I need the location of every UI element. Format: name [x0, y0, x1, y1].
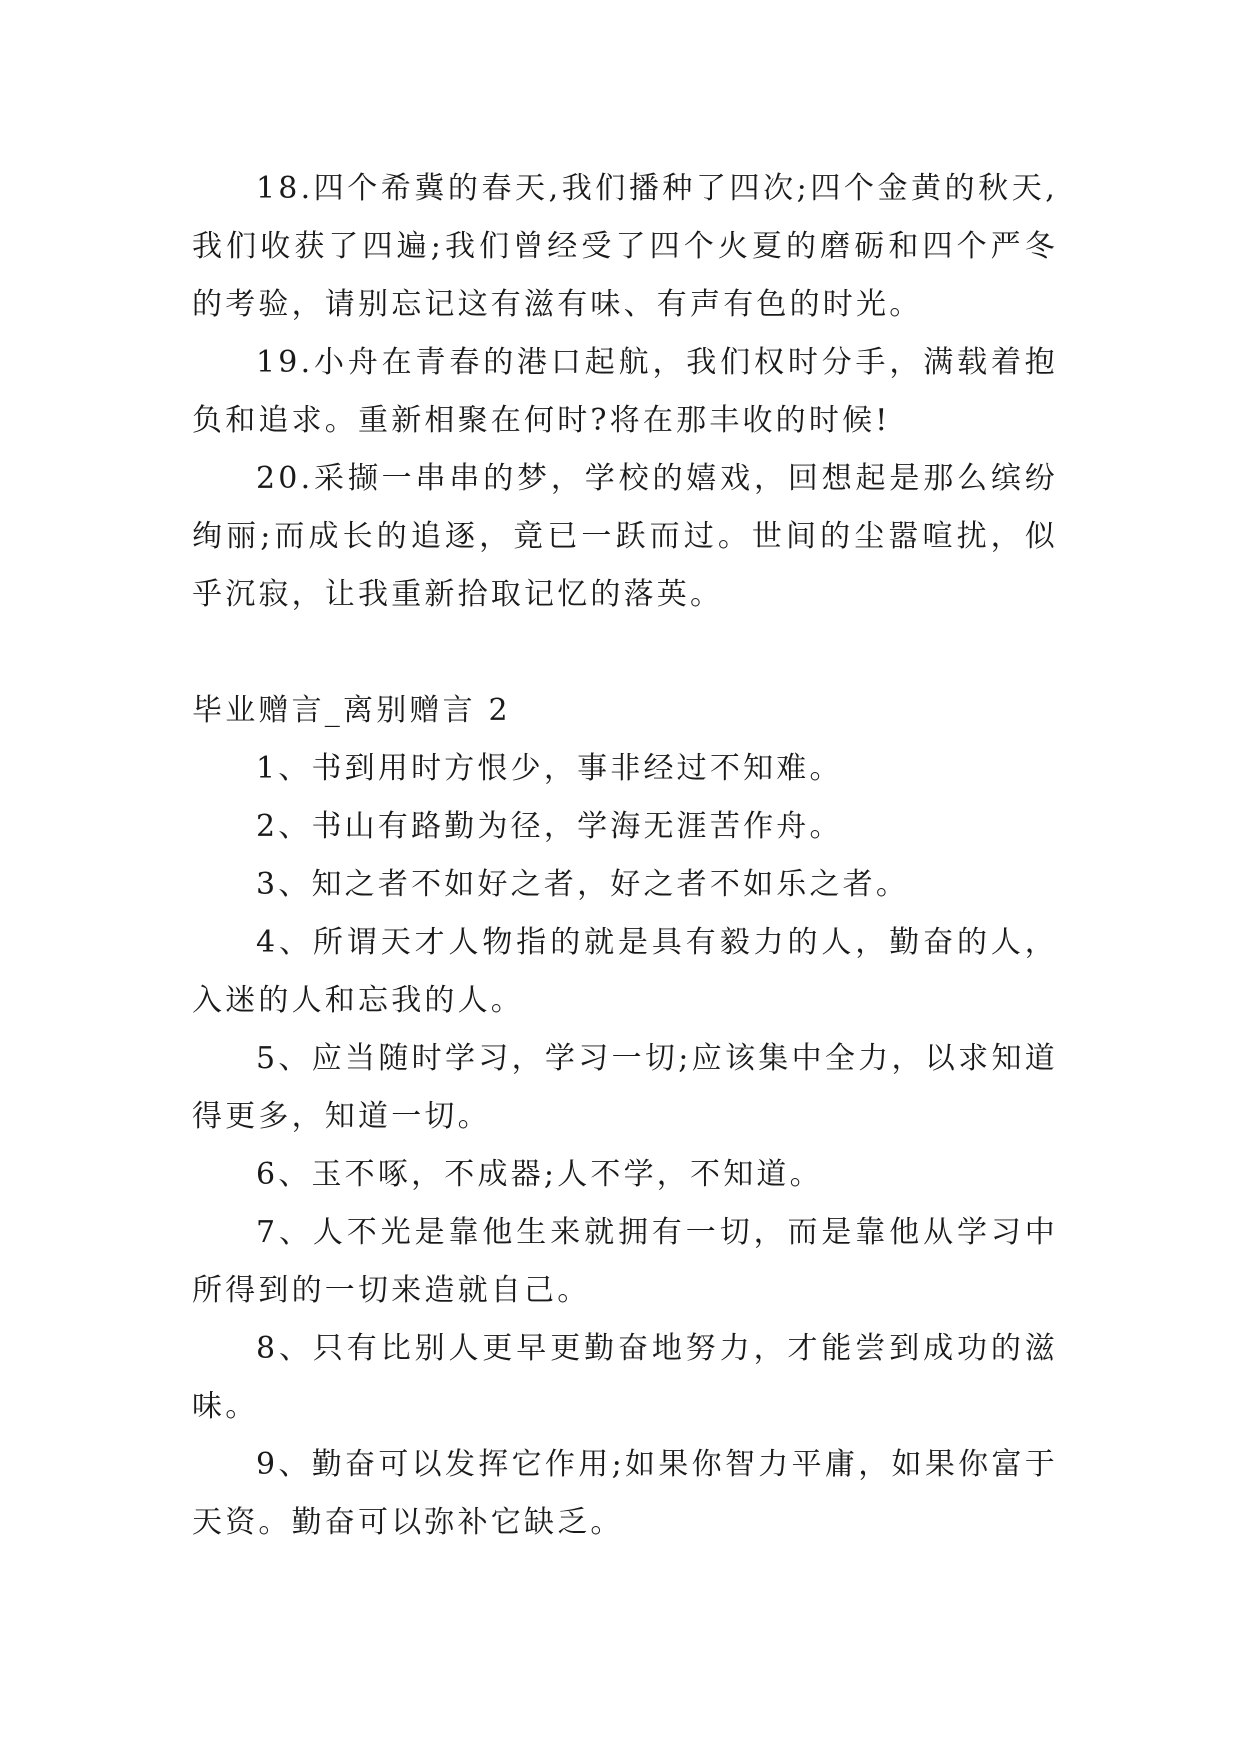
quote-paragraph-19: 19.小舟在青春的港口起航，我们权时分手，满载着抱负和追求。重新相聚在何时?将在那丰收的时候!: [192, 345, 1058, 438]
quote-item-3: 3、知之者不如好之者，好之者不如乐之者。: [256, 867, 910, 902]
section-quotes-list: [192, 740, 1058, 1552]
quote-item-4: 4、所谓天才人物指的就是具有毅力的人，勤奋的人，入迷的人和忘我的人。: [192, 925, 1058, 1018]
quote-item-8: 8、只有比别人更早更勤奋地努力，才能尝到成功的滋味。: [192, 1331, 1058, 1424]
quote-item-9: 9、勤奋可以发挥它作用;如果你智力平庸，如果你富于天资。勤奋可以弥补它缺乏。: [192, 1447, 1058, 1540]
quote-item-1: 1、书到用时方恨少，事非经过不知难。: [256, 751, 843, 786]
quote-item-6: 6、玉不啄，不成器;人不学，不知道。: [256, 1157, 823, 1192]
quote-item-2: 2、书山有路勤为径，学海无涯苦作舟。: [256, 809, 843, 844]
quote-paragraph-18: 18.四个希冀的春天,我们播种了四次;四个金黄的秋天,我们收获了四遍;我们曾经受了四个火夏的磨砺和四个严冬的考验，请别忘记这有滋有味、有声有色的时光。: [192, 171, 1058, 322]
document-page: [192, 160, 1058, 1552]
quote-item-7: 7、人不光是靠他生来就拥有一切，而是靠他从学习中所得到的一切来造就自己。: [192, 1215, 1058, 1308]
section-heading: 毕业赠言_离别赠言 2: [192, 693, 511, 728]
quote-item-5: 5、应当随时学习，学习一切;应该集中全力，以求知道得更多，知道一切。: [192, 1041, 1058, 1134]
section-previous-quotes: [192, 160, 1058, 624]
quote-paragraph-20: 20.采撷一串串的梦，学校的嬉戏，回想起是那么缤纷绚丽;而成长的追逐，竟已一跃而过。世间的尘嚣喧扰，似乎沉寂，让我重新拾取记忆的落英。: [192, 461, 1058, 612]
